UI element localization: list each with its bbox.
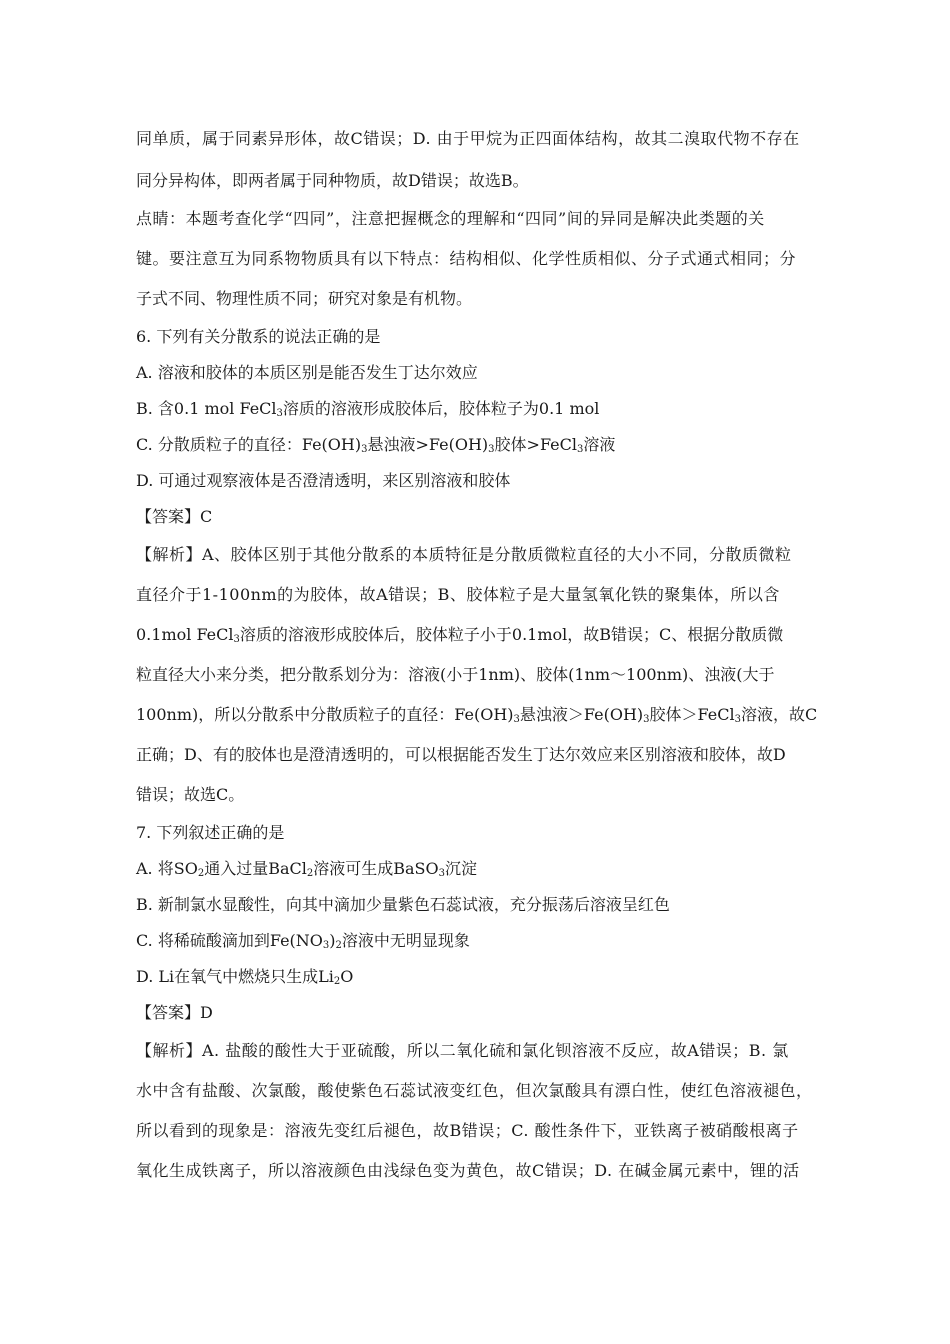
question-7-option-d: D. Li在氧气中燃烧只生成$Li_2O$: [136, 967, 354, 987]
question-6-analysis-line: 0.1mol FeCl$_3$溶质的溶液形成胶体后，胶体粒子小于0.1mol，故B错误；C、根据分散质微: [136, 625, 784, 645]
question-6-option-a: A. 溶液和胶体的本质区别是能否发生丁达尔效应: [136, 363, 478, 382]
question-7-analysis-line: 所以看到的现象是：溶液先变红后褪色，故B错误；C. 酸性条件下，亚铁离子被硝酸根离子: [136, 1121, 799, 1140]
question-7-option-a: A. 将$SO_2$通入过量BaCl$_2$溶液可生成BaSO$_3$沉淀: [136, 859, 478, 879]
question-7-analysis-line: 氧化生成铁离子，所以溶液颜色由浅绿色变为黄色，故C错误；D. 在碱金属元素中，锂的活: [136, 1161, 800, 1180]
question-7-analysis-line: 【解析】A. 盐酸的酸性大于亚硫酸，所以二氧化硫和氯化钡溶液不反应，故A错误；B. 氯: [136, 1041, 789, 1060]
question-7-analysis-line: 水中含有盐酸、次氯酸，酸使紫色石蕊试液变红色，但次氯酸具有漂白性，使红色溶液褪色，: [136, 1081, 813, 1100]
question-6-analysis-line: 正确；D、有的胶体也是澄清透明的，可以根据能否发生丁达尔效应来区别溶液和胶体，故D: [136, 745, 786, 764]
text-line: 同单质，属于同素异形体，故C错误；D. 由于甲烷为正四面体结构，故其二溴取代物不存在: [136, 129, 800, 148]
question-6-option-b: B. 含0.1 mol FeCl$_3$溶质的溶液形成胶体后，胶体粒子为0.1 mol: [136, 399, 600, 419]
question-6-analysis-line: 【解析】A、胶体区别于其他分散系的本质特征是分散质微粒直径的大小不同，分散质微粒: [136, 545, 792, 564]
question-6-answer: 【答案】C: [136, 507, 213, 526]
question-6-analysis-line: 粒直径大小来分类，把分散系划分为：溶液(小于1nm)、胶体(1nm～100nm)、浊液(大于: [136, 665, 775, 684]
question-6-analysis-line: 直径介于1-100nm的为胶体，故A错误；B、胶体粒子是大量氢氧化铁的聚集体，所以含: [136, 585, 780, 604]
question-6-stem: 6. 下列有关分散系的说法正确的是: [136, 327, 381, 346]
question-7-answer: 【答案】D: [136, 1003, 213, 1022]
question-6-analysis-line: 100nm)，所以分散系中分散质粒子的直径：$Fe(OH)_3$悬浊液$>Fe(OH)_3$胶体＞FeCl$_3$溶液，故C: [136, 705, 818, 725]
text-line: 键。要注意互为同系物物质具有以下特点：结构相似、化学性质相似、分子式通式相同；分: [136, 249, 797, 268]
question-6-option-d: D. 可通过观察液体是否澄清透明，来区别溶液和胶体: [136, 471, 511, 490]
text-line: 子式不同、物理性质不同；研究对象是有机物。: [136, 289, 473, 308]
text-line: 点睛：本题考查化学“四同”，注意把握概念的理解和“四同”间的异同是解决此类题的关: [136, 209, 765, 228]
text-line: 同分异构体，即两者属于同种物质，故D错误；故选B。: [136, 171, 529, 190]
question-7-stem: 7. 下列叙述正确的是: [136, 823, 285, 842]
question-7-option-c: C. 将稀硫酸滴加到$Fe(NO_3)_2$溶液中无明显现象: [136, 931, 470, 951]
question-7-option-b: B. 新制氯水显酸性，向其中滴加少量紫色石蕊试液，充分振荡后溶液呈红色: [136, 895, 670, 914]
question-6-analysis-line: 错误；故选C。: [136, 785, 245, 804]
question-6-option-c: C. 分散质粒子的直径：$Fe(OH)_3$悬浊液$>Fe(OH)_3$胶体>FeCl$_3$溶液: [136, 435, 616, 455]
